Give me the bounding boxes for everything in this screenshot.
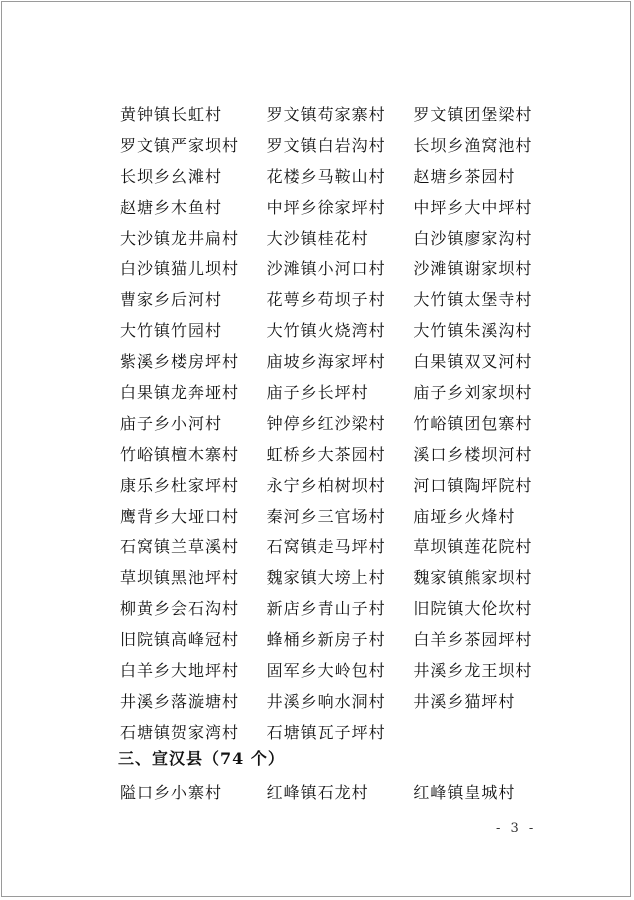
list-item: 大竹镇朱溪沟村 <box>413 321 533 341</box>
list-row <box>120 592 560 623</box>
list-row <box>120 345 560 376</box>
list-item: 大沙镇桂花村 <box>266 228 369 248</box>
list-row <box>120 252 560 283</box>
list-item: 大沙镇龙井扁村 <box>120 228 240 248</box>
list-item: 新店乡青山子村 <box>266 599 386 619</box>
list-item: 赵塘乡木鱼村 <box>120 197 223 217</box>
list-row <box>120 623 560 654</box>
list-item: 白羊乡茶园坪村 <box>413 630 533 650</box>
list-row <box>120 530 560 561</box>
list-item: 井溪乡猫坪村 <box>413 691 516 711</box>
list-item: 石塘镇瓦子坪村 <box>266 722 386 742</box>
list-row <box>120 407 560 438</box>
list-item: 庙垭乡火烽村 <box>413 506 516 526</box>
list-item: 黄钟镇长虹村 <box>120 104 223 124</box>
list-row <box>120 776 560 807</box>
list-item: 隘口乡小寨村 <box>120 782 223 802</box>
list-item: 庙子乡小河村 <box>120 413 223 433</box>
list-item: 井溪乡龙王坝村 <box>413 660 533 680</box>
list-row <box>120 222 560 253</box>
list-item: 永宁乡柏树坝村 <box>266 475 386 495</box>
list-item: 红峰镇皇城村 <box>413 782 516 802</box>
list-item: 中坪乡大中坪村 <box>413 197 533 217</box>
list-item: 虹桥乡大茶园村 <box>266 444 386 464</box>
list-item: 罗文镇严家坝村 <box>120 135 240 155</box>
list-item: 大竹镇竹园村 <box>120 321 223 341</box>
section-heading: 三、宣汉县（74 个） <box>118 749 285 768</box>
list-item: 白果镇龙奔垭村 <box>120 382 240 402</box>
list-item: 固军乡大岭包村 <box>266 660 386 680</box>
list-row <box>120 654 560 685</box>
list-item: 长坝乡幺滩村 <box>120 166 223 186</box>
list-item: 庙子乡长坪村 <box>266 382 369 402</box>
list-item: 庙子乡刘家坝村 <box>413 382 533 402</box>
list-row <box>120 685 560 716</box>
list-item: 溪口乡楼坝河村 <box>413 444 533 464</box>
list-item: 沙滩镇谢家坝村 <box>413 259 533 279</box>
list-row <box>120 438 560 469</box>
list-item: 红峰镇石龙村 <box>266 782 369 802</box>
list-item: 魏家镇大塝上村 <box>266 568 386 588</box>
list-item: 罗文镇苟家寨村 <box>266 104 386 124</box>
list-row <box>120 191 560 222</box>
list-item: 魏家镇熊家坝村 <box>413 568 533 588</box>
list-item: 大竹镇太堡寺村 <box>413 290 533 310</box>
list-item: 白果镇双叉河村 <box>413 352 533 372</box>
list-item: 白沙镇廖家沟村 <box>413 228 533 248</box>
list-item: 长坝乡渔窝池村 <box>413 135 533 155</box>
list-item: 石塘镇贺家湾村 <box>120 722 240 742</box>
list-item: 竹峪镇团包寨村 <box>413 413 533 433</box>
list-item: 井溪乡落漩塘村 <box>120 691 240 711</box>
list-item: 花楼乡马鞍山村 <box>266 166 386 186</box>
list-item: 旧院镇高峰冠村 <box>120 630 240 650</box>
list-row <box>120 716 560 747</box>
list-item: 草坝镇莲花院村 <box>413 537 533 557</box>
list-item: 草坝镇黑池坪村 <box>120 568 240 588</box>
list-item: 罗文镇团堡梁村 <box>413 104 533 124</box>
list-item: 罗文镇白岩沟村 <box>266 135 386 155</box>
list-item: 石窝镇兰草溪村 <box>120 537 240 557</box>
list-row <box>120 500 560 531</box>
list-item: 沙滩镇小河口村 <box>266 259 386 279</box>
list-row <box>120 376 560 407</box>
section-village-list <box>120 776 560 807</box>
list-item: 大竹镇火烧湾村 <box>266 321 386 341</box>
list-item: 白沙镇猫儿坝村 <box>120 259 240 279</box>
list-row <box>120 283 560 314</box>
list-item: 竹峪镇檀木寨村 <box>120 444 240 464</box>
list-item: 蜂桶乡新房子村 <box>266 630 386 650</box>
list-item: 鹰背乡大垭口村 <box>120 506 240 526</box>
list-row <box>120 98 560 129</box>
list-item: 曹家乡后河村 <box>120 290 223 310</box>
list-item: 柳黄乡会石沟村 <box>120 599 240 619</box>
list-item: 白羊乡大地坪村 <box>120 660 240 680</box>
list-row <box>120 160 560 191</box>
list-row <box>120 469 560 500</box>
list-item: 紫溪乡楼房坪村 <box>120 352 240 372</box>
list-item: 井溪乡响水洞村 <box>266 691 386 711</box>
list-item: 庙坡乡海家坪村 <box>266 352 386 372</box>
list-item: 石窝镇走马坪村 <box>266 537 386 557</box>
list-item: 中坪乡徐家坪村 <box>266 197 386 217</box>
page-number: - 3 - <box>496 821 537 836</box>
list-row <box>120 129 560 160</box>
list-item: 钟停乡红沙梁村 <box>266 413 386 433</box>
list-item: 秦河乡三官场村 <box>266 506 386 526</box>
village-list <box>120 98 560 747</box>
list-item: 康乐乡杜家坪村 <box>120 475 240 495</box>
list-item: 花萼乡苟坝子村 <box>266 290 386 310</box>
list-item: 赵塘乡茶园村 <box>413 166 516 186</box>
list-row <box>120 314 560 345</box>
list-item: 旧院镇大伦坎村 <box>413 599 533 619</box>
list-item: 河口镇陶坪院村 <box>413 475 533 495</box>
list-row <box>120 561 560 592</box>
